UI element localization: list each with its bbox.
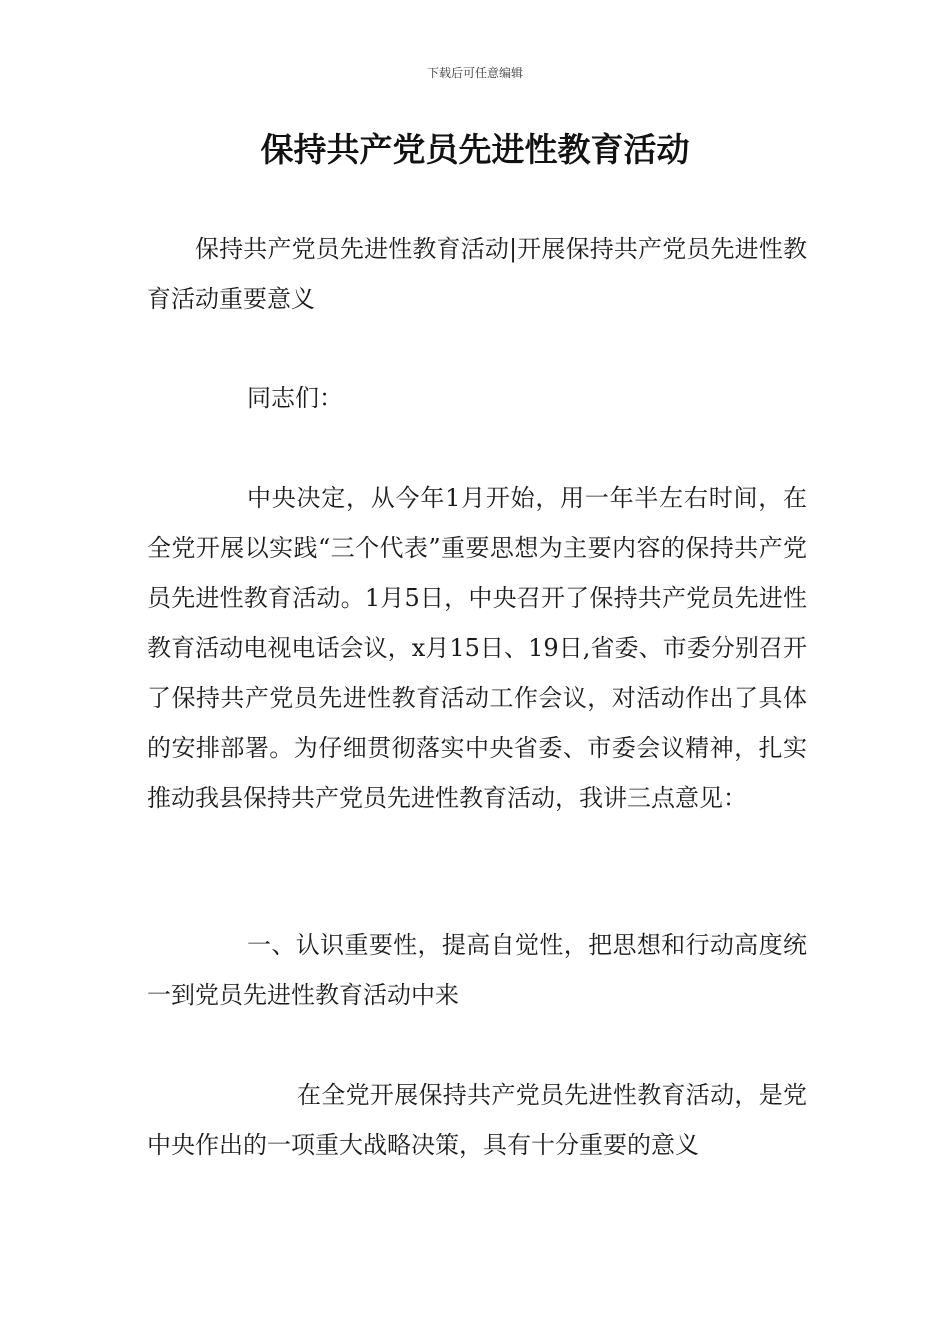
body-paragraph-1: 中央决定，从今年1月开始，用一年半左右时间，在全党开展以实践“三个代表”重要思想为主要内容的保持共产党员先进性教育活动。1月5日，中央召开了保持共产党员先进性教育活动电视电话会议，x月15日、19日,省委、市委分别召开了保持共产党员先进性教育活动工作会议，对活动作出了具体的安排部署。为仔细贯彻落实中央省委、市委会议精神，扎实推动我县保持共产党员先进性教育活动，我讲三点意见：	[147, 484, 807, 812]
document-title: 保持共产党员先进性教育活动	[260, 130, 690, 169]
document-subtitle: 保持共产党员先进性教育活动|开展保持共产党员先进性教育活动重要意义	[147, 235, 807, 313]
greeting: 同志们：	[247, 384, 343, 412]
header-note: 下载后可任意编辑	[426, 66, 523, 80]
section-heading-1: 一、认识重要性，提高自觉性，把思想和行动高度统一到党员先进性教育活动中来	[147, 931, 807, 1009]
body-paragraph-2: 在全党开展保持共产党员先进性教育活动，是党中央作出的一项重大战略决策，具有十分重要的意义	[147, 1081, 807, 1159]
